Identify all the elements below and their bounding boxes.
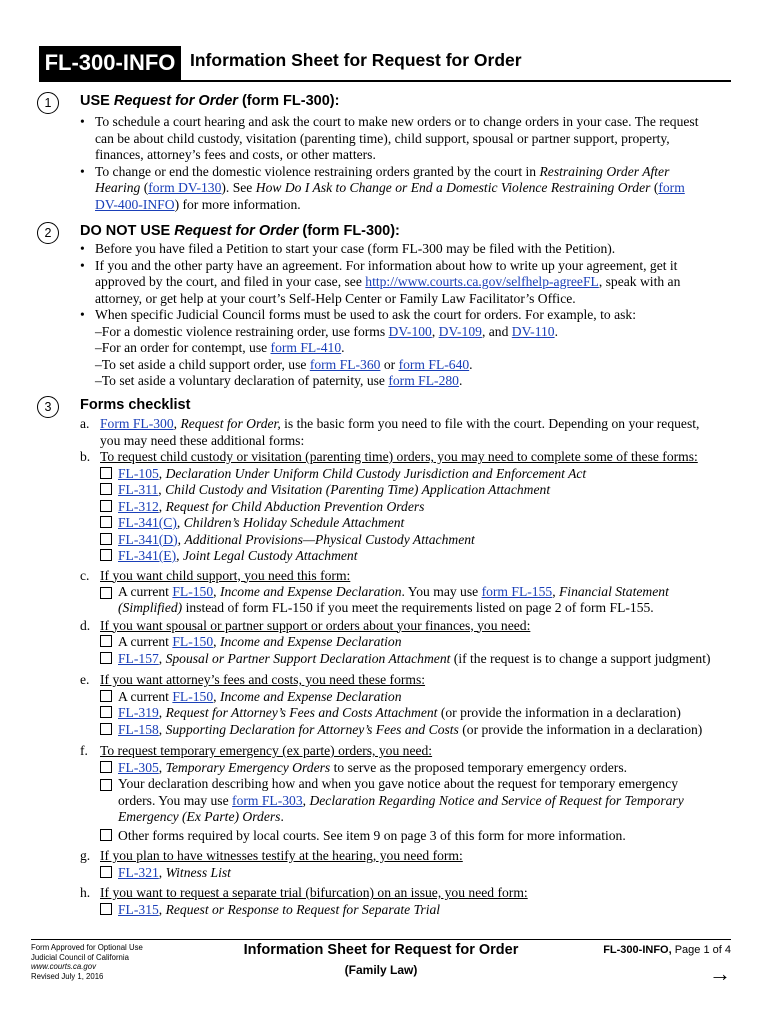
checkbox[interactable] (100, 690, 112, 702)
link-dv-130[interactable]: form DV-130 (148, 180, 222, 195)
link-fl-155[interactable]: form FL-155 (481, 584, 553, 599)
link-fl-640[interactable]: form FL-640 (398, 356, 470, 372)
checklist-b: b. To request child custody or visitation (parenting time) orders, you may need to complete some of these forms: FL-105, Declaration Under Uniform Child Custody Jurisdiction and Enforcement Act FL-311, Child Custody and Visitation (Parenting Time) Application Attachment FL-312, Request for Child Abduction Prevention Orders FL-341(C), Children’s Holiday Schedule Attachment FL-341(D), Additional Provisions—Physical Custody Attachment FL-341(E), Joint Legal Custody Attachment (80, 449, 758, 565)
checklist-item: FL-315, Request or Response to Request for Separate Trial (100, 902, 758, 919)
link-fl-303[interactable]: form FL-303 (232, 792, 303, 808)
checklist-item: A current FL-150, Income and Expense Declaration. You may use form FL-155, Financial Statement (Simplified) instead of form FL-150 if you meet the requirements listed on page 2 of form FL-155. (100, 584, 758, 615)
section-number: 1 (37, 92, 59, 114)
footer-left: Form Approved for Optional Use Judicial Council of California www.courts.ca.gov Revised July 1, 2016 (31, 943, 143, 981)
checkbox[interactable] (100, 706, 112, 718)
link-dv-400-info[interactable]: DV-400-INFO (95, 196, 175, 212)
checklist-item: Other forms required by local courts. See item 9 on page 3 of this form for more information. (100, 828, 758, 845)
checklist-e: e. If you want attorney’s fees and costs, you need these forms: A current FL-150, Income and Expense Declaration FL-319, Request for Attorney’s Fees and Costs Attachment (or provide the information in a declaration) FL-158, Supporting Declaration for Attorney’s Fees and Costs (or provide the information in a declaration) (80, 672, 758, 738)
link-fl-158[interactable]: FL-158 (118, 721, 159, 737)
bullet-item: • Before you have filed a Petition to start your case (form FL-300 may be filed with the Petition). (80, 241, 758, 258)
link-fl-150[interactable]: FL-150 (172, 688, 214, 704)
link-form[interactable]: FL-105 (118, 465, 159, 481)
checklist-b-items (100, 466, 758, 565)
checklist-item: FL-341(D), Additional Provisions—Physical Custody Attachment (100, 532, 758, 549)
link-fl-150[interactable]: FL-150 (172, 584, 214, 599)
link-fl-410[interactable]: form FL-410 (270, 340, 342, 355)
checkbox[interactable] (100, 467, 112, 479)
link-selfhelp-agreement[interactable]: http://www.courts.ca.gov/selfhelp-agreeFL (365, 274, 599, 289)
checklist-item: Your declaration describing how and when you gave notice about the request for temporary emergency orders. You may use form FL-303, Declaration Regarding Notice and Service of Request for Temporary Emergency (Ex Parte) Orders. (100, 776, 758, 826)
link-fl-321[interactable]: FL-321 (118, 864, 159, 880)
link-fl-300[interactable]: Form FL-300 (100, 416, 174, 431)
checkbox[interactable] (100, 635, 112, 647)
bullet-item: • When specific Judicial Council forms must be used to ask the court for orders. For example, to ask: –For a domestic violence restraining order, use forms DV-100, DV-109, and DV-110. –For an order for contempt, use form FL-410. –To set aside a child support order, use form FL-360 or form FL-640. –To set aside a voluntary declaration of paternity, use form FL-280. (80, 307, 758, 390)
checklist-item: FL-321, Witness List (100, 865, 758, 882)
link-fl-305[interactable]: FL-305 (118, 759, 159, 775)
checklist-item: FL-341(E), Joint Legal Custody Attachment (100, 548, 758, 565)
checkbox[interactable] (100, 779, 112, 791)
section-body (80, 241, 758, 390)
link-fl-157[interactable]: FL-157 (118, 650, 159, 666)
checklist-item: FL-319, Request for Attorney’s Fees and Costs Attachment (or provide the information in a declaration) (100, 705, 758, 722)
checkbox[interactable] (100, 829, 112, 841)
form-code-badge: FL-300-INFO (39, 46, 181, 80)
bullet-item: • To schedule a court hearing and ask the court to make new orders or to change orders in your case. The request can be about child custody, visitation (parenting time), child support, spousal or partner support, property, finances, attorney’s fees and costs, or other matters. (80, 114, 758, 164)
checkbox[interactable] (100, 533, 112, 545)
link-form[interactable]: FL-341(D) (118, 531, 178, 547)
link-fl-280[interactable]: form FL-280 (388, 373, 459, 388)
checkbox[interactable] (100, 723, 112, 735)
checkbox[interactable] (100, 903, 112, 915)
bullet-item: • If you and the other party have an agreement. For information about how to write up your agreement, get it approved by the court, and filed in your case, see http://www.courts.ca.gov/selfhelp-agreeFL, speak with an attorney, or get help at your court’s Self-Help Center or Family Law Facilitator’s Office. (80, 258, 758, 308)
checkbox[interactable] (100, 549, 112, 561)
page-title: Information Sheet for Request for Order (190, 50, 522, 70)
section-number: 3 (37, 396, 59, 418)
checklist-item: FL-157, Spousal or Partner Support Declaration Attachment (if the request is to change a support judgment) (100, 651, 758, 668)
checklist-item: FL-305, Temporary Emergency Orders to serve as the proposed temporary emergency orders. (100, 760, 758, 777)
checkbox[interactable] (100, 500, 112, 512)
checkbox[interactable] (100, 587, 112, 599)
link-form[interactable]: FL-341(E) (118, 548, 177, 563)
checklist-f: f. To request temporary emergency (ex parte) orders, you need: FL-305, Temporary Emergency Orders to serve as the proposed temporary emergency orders. Your declaration describing how and when you gave notice about the request for temporary emergency orders. You may use form FL-303, Declaration Regarding Notice and Service of Request for Temporary Emergency (Ex Parte) Orders. Other forms required by local courts. See item 9 on page 3 of this form for more information. (80, 743, 758, 844)
checklist-g: g. If you plan to have witnesses testify at the hearing, you need form: FL-321, Witness List (80, 848, 758, 881)
link-dv-109[interactable]: DV-109 (438, 323, 482, 339)
checkbox[interactable] (100, 866, 112, 878)
checklist-item: FL-311, Child Custody and Visitation (Parenting Time) Application Attachment (100, 482, 758, 499)
checklist-item: FL-105, Declaration Under Uniform Child Custody Jurisdiction and Enforcement Act (100, 466, 758, 483)
section-heading: DO NOT USE Request for Order (form FL-300): (80, 223, 400, 239)
next-page-arrow-icon: → (709, 960, 731, 986)
link-dv-100[interactable]: DV-100 (388, 323, 432, 339)
checkbox[interactable] (100, 652, 112, 664)
checkbox[interactable] (100, 483, 112, 495)
checklist-item: FL-341(C), Children’s Holiday Schedule Attachment (100, 515, 758, 532)
section-heading: Forms checklist (80, 397, 191, 413)
bullet-item: • To change or end the domestic violence restraining orders granted by the court in Restraining Order After Hearing (form DV-130). See How Do I Ask to Change or End a Domestic Violence Restraining Order (form DV-400-INFO) for more information. (80, 164, 758, 214)
link-fl-319[interactable]: FL-319 (118, 705, 159, 720)
link-fl-150[interactable]: FL-150 (172, 634, 214, 649)
checkbox[interactable] (100, 761, 112, 773)
page-header (39, 46, 731, 82)
checklist-item: FL-158, Supporting Declaration for Attorney’s Fees and Costs (or provide the information in a declaration) (100, 722, 758, 739)
link-dv-110[interactable]: DV-110 (511, 323, 555, 339)
link-fl-360[interactable]: form FL-360 (309, 356, 381, 372)
checklist-item: A current FL-150, Income and Expense Declaration (100, 689, 758, 706)
link-form[interactable]: FL-311 (118, 482, 159, 497)
section-number: 2 (37, 222, 59, 244)
checklist-h: h. If you want to request a separate trial (bifurcation) on an issue, you need form: FL-315, Request or Response to Request for Separate Trial (80, 885, 758, 918)
section-body (80, 416, 758, 918)
checklist-c: c. If you want child support, you need this form: A current FL-150, Income and Expense Declaration. You may use form FL-155, Financial Statement (Simplified) instead of form FL-150 if you meet the requirements listed on page 2 of form FL-155. (80, 568, 758, 615)
link-form[interactable]: FL-341(C) (118, 515, 177, 530)
checklist-d: d. If you want spousal or partner support or orders about your finances, you need: A current FL-150, Income and Expense Declaration FL-157, Spousal or Partner Support Declaration Attachment (if the request is to change a support judgment) (80, 618, 758, 668)
checklist-a: a. Form FL-300, Request for Order, is the basic form you need to file with the court. Depending on your request, you may need these additional forms: (80, 416, 700, 448)
page-footer (31, 939, 731, 999)
footer-page-info: FL-300-INFO, Page 1 of 4 → (603, 944, 731, 986)
section-body (80, 114, 758, 213)
checkbox[interactable] (100, 516, 112, 528)
checklist-item: A current FL-150, Income and Expense Declaration (100, 634, 758, 651)
link-dv-400-info[interactable]: form (658, 180, 685, 195)
section-heading: USE Request for Order (form FL-300): (80, 93, 340, 109)
link-fl-315[interactable]: FL-315 (118, 901, 159, 917)
header-rule (39, 80, 731, 82)
checklist-item: FL-312, Request for Child Abduction Prevention Orders (100, 499, 758, 516)
footer-title: Information Sheet for Request for Order (Family Law) (243, 942, 519, 977)
link-form[interactable]: FL-312 (118, 498, 159, 514)
